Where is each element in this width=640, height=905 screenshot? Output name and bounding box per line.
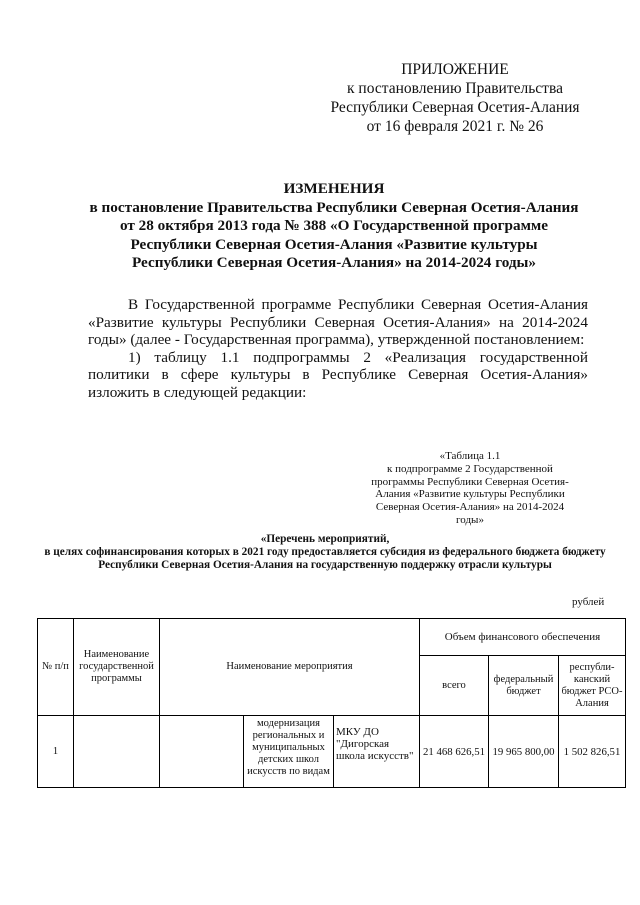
table-row bbox=[38, 716, 626, 788]
changes-line: от 28 октября 2013 года № 388 «О Государственной программе bbox=[119, 217, 549, 234]
changes-heading-block bbox=[60, 180, 608, 273]
row-republic: 1 502 826,51 bbox=[559, 716, 626, 788]
header-num: № п/п bbox=[38, 619, 74, 716]
appendix-line: от 16 февраля 2021 г. № 26 bbox=[366, 118, 544, 135]
list-title-line: Республики Северная Осетия-Алания на государственную поддержку отрасли культуры bbox=[98, 559, 552, 571]
row-activity: модернизация региональных и муниципальных детских школ искусств по видам bbox=[244, 716, 334, 788]
changes-heading: ИЗМЕНЕНИЯ bbox=[283, 180, 385, 197]
list-title bbox=[40, 533, 610, 572]
row-program bbox=[74, 716, 160, 788]
changes-line: Республики Северная Осетия-Алания «Развитие культуры bbox=[130, 235, 538, 253]
funding-table bbox=[37, 618, 626, 788]
row-federal: 19 965 800,00 bbox=[489, 716, 559, 788]
body-text bbox=[88, 296, 588, 401]
header-federal: федеральный бюджет bbox=[489, 656, 559, 716]
table-caption-line: к подпрограмме 2 Государственной bbox=[387, 462, 553, 475]
table-caption-line: Северная Осетия-Алания» на 2014-2024 bbox=[375, 501, 565, 514]
row-num: 1 bbox=[38, 716, 74, 788]
table-caption-line: годы» bbox=[456, 513, 484, 526]
header-total: всего bbox=[420, 656, 489, 716]
row-blank bbox=[160, 716, 244, 788]
row-total: 21 468 626,51 bbox=[420, 716, 489, 788]
currency-unit: рублей bbox=[572, 596, 605, 608]
appendix-title: ПРИЛОЖЕНИЕ bbox=[401, 61, 509, 78]
changes-line: Республики Северная Осетия-Алания» на 2014-2024 годы» bbox=[131, 254, 537, 271]
body-paragraph-2: 1) таблицу 1.1 подпрограммы 2 «Реализация государственной политики в сфере культуры в Республике Северная Осетия-Алания» изложить в следующей редакции: bbox=[88, 348, 588, 401]
header-republic: республи-канский бюджет РСО-Алания bbox=[559, 656, 626, 716]
appendix-line: Республики Северная Осетия-Алания bbox=[330, 99, 580, 116]
changes-line: в постановление Правительства Республики Северная Осетия-Алания bbox=[89, 198, 579, 216]
table-header-row bbox=[38, 619, 626, 656]
list-title-line: «Перечень мероприятий, bbox=[260, 533, 390, 545]
body-paragraph-1: В Государственной программе Республики Северная Осетия-Алания «Развитие культуры Республики Северная Осетия-Алания» на 2014-2024 годы» (далее - Государственная программа), утвержденной постановлением: bbox=[88, 296, 588, 348]
header-program: Наименование государственной программы bbox=[74, 619, 160, 716]
appendix-line: к постановлению Правительства bbox=[347, 80, 563, 97]
list-title-line: в целях софинансирования которых в 2021 году предоставляется субсидия из федерального бюджета бюджету bbox=[44, 546, 606, 558]
row-organization: МКУ ДО "Дигорская школа искусств" bbox=[334, 716, 420, 788]
header-activity: Наименование мероприятия bbox=[160, 619, 420, 716]
table-caption-line: «Таблица 1.1 bbox=[439, 450, 501, 462]
table-caption-line: Алания «Развитие культуры Республики bbox=[375, 488, 565, 501]
table-caption-line: программы Республики Северная Осетия- bbox=[371, 475, 569, 488]
appendix-block bbox=[320, 60, 590, 136]
header-funding: Объем финансового обеспечения bbox=[420, 619, 626, 656]
table-caption bbox=[370, 450, 570, 527]
